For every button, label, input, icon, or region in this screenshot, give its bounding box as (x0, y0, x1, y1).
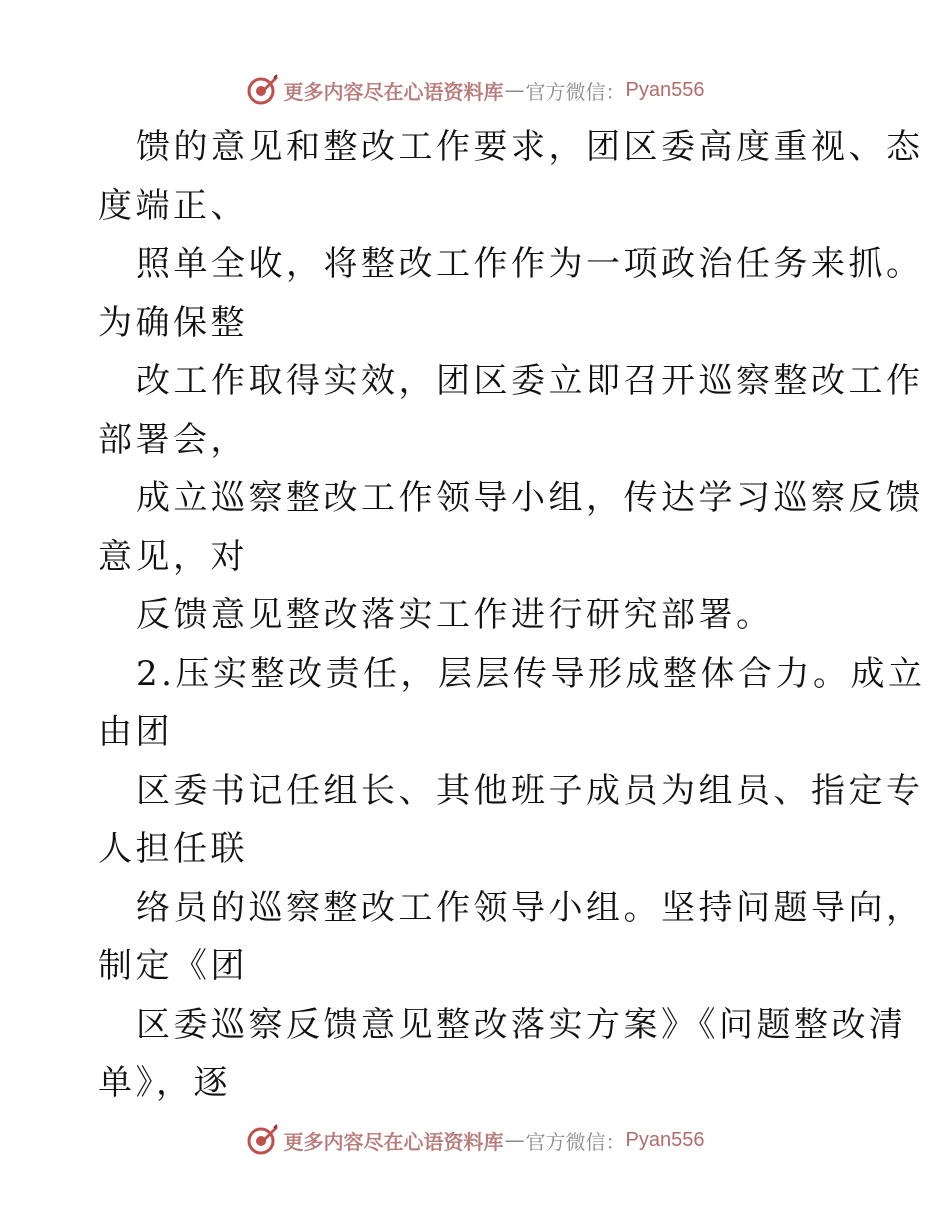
banner-brand: 更多内容尽在心语资料库 (283, 79, 504, 104)
paragraph-line: 改工作取得实效，团区委立即召开巡察整改工作 (136, 361, 924, 401)
paragraph-line: 区委巡察反馈意见整改落实方案》《问题整改清 (136, 1004, 907, 1045)
paragraph-line: 度端正、 (98, 185, 248, 226)
banner-official-label: 官方微信： (525, 1129, 626, 1154)
banner-dash: — (504, 1128, 525, 1152)
banner-dash: — (504, 78, 525, 102)
paragraph-line: 成立巡察整改工作领导小组，传达学习巡察反馈 (136, 478, 924, 518)
paragraph-line: 为确保整 (98, 302, 248, 343)
paragraph-line: 馈的意见和整改工作要求，团区委高度重视、态 (136, 127, 924, 167)
pen-nib-logo-icon (246, 73, 280, 107)
banner-text (284, 76, 705, 105)
document-body (98, 118, 926, 1113)
paragraph-line: 制定《团 (98, 946, 248, 986)
paragraph-line: 部署会， (98, 419, 248, 460)
banner-wechat-id: Pyan556 (625, 78, 705, 101)
paragraph-line: 照单全收，将整改工作作为一项政治任务来抓。 (136, 244, 924, 284)
footer-banner (0, 1120, 950, 1160)
pen-nib-logo-icon (246, 1123, 280, 1157)
banner-text (284, 1126, 705, 1155)
banner-wechat-id: Pyan556 (625, 1128, 705, 1151)
header-banner (0, 70, 950, 110)
banner-official-label: 官方微信： (525, 79, 626, 104)
paragraph-line: 络员的巡察整改工作领导小组。坚持问题导向， (136, 887, 924, 928)
paragraph-line: 区委书记任组长、其他班子成员为组员、指定专 (136, 770, 924, 811)
banner-brand: 更多内容尽在心语资料库 (283, 1129, 504, 1154)
paragraph-line: 2.压实整改责任，层层传导形成整体合力。成立 (136, 653, 926, 694)
paragraph-line: 反馈意见整改落实工作进行研究部署。 (136, 595, 774, 635)
paragraph-line: 由团 (98, 712, 173, 752)
paragraph-line: 人担任联 (98, 829, 248, 869)
paragraph-line: 意见，对 (98, 536, 248, 577)
paragraph-line: 单》，逐 (98, 1063, 231, 1103)
